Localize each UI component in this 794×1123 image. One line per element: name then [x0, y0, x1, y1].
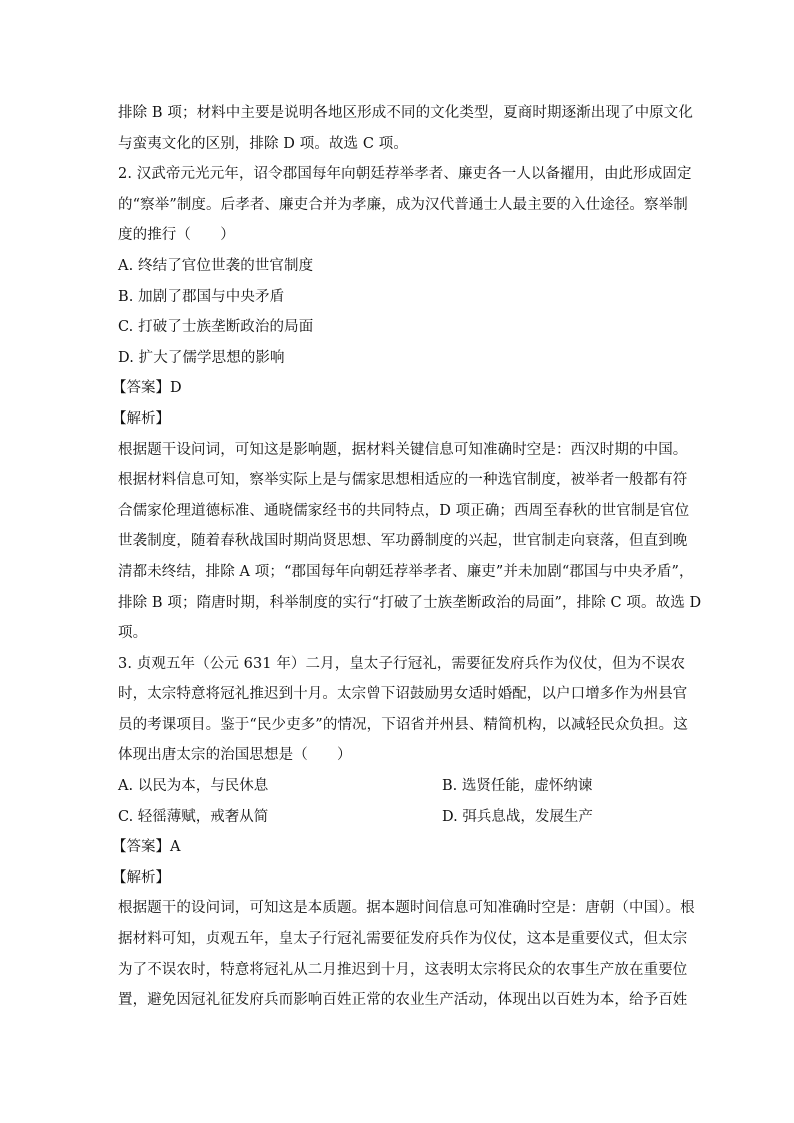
question-2-option-a: A. 终结了官位世袭的世官制度	[118, 257, 314, 274]
question-3-analysis-line: 根据题干的设问词，可知这是本质题。据本题时间信息可知准确时空是：唐朝（中国）。根	[118, 900, 695, 917]
question-3-stem-line: 体现出唐太宗的治国思想是（ ）	[118, 747, 352, 764]
question-3-stem-line: 时，太宗特意将冠礼推迟到十月。太宗曾下诏鼓励男女适时婚配，以户口增多作为州县官	[118, 686, 688, 703]
question-2-option-d: D. 扩大了儒学思想的影响	[118, 349, 285, 366]
question-2-analysis-line: 排除 B 项；隋唐时期，科举制度的实行“打破了士族垄断政治的局面”，排除 C 项。故选 D	[118, 594, 702, 611]
question-2-analysis-line: 世袭制度，随着春秋战国时期尚贤思想、军功爵制度的兴起，世官制走向衰落，但直到晚	[118, 533, 688, 550]
question-2-analysis-heading: 【解析】	[112, 410, 170, 427]
question-3-stem-line: 3. 贞观五年（公元 631 年）二月，皇太子行冠礼，需要征发府兵作为仪仗，但为不误农	[118, 655, 686, 672]
question-3-analysis-heading: 【解析】	[112, 869, 170, 886]
question-3-option-a: A. 以民为本，与民休息	[118, 778, 269, 795]
intro-line: 与蛮夷文化的区别，排除 D 项。故选 C 项。	[118, 135, 408, 152]
question-3-analysis-line: 置，避免因冠礼征发府兵而影响百姓正常的农业生产活动，体现出以百姓为本，给予百姓	[118, 992, 688, 1009]
intro-block	[118, 98, 693, 159]
question-2-stem-line: 度的推行（ ）	[118, 227, 235, 244]
question-2	[112, 159, 702, 649]
question-3-options-row	[118, 802, 683, 833]
question-3-stem-line: 员的考课项目。鉴于“民少吏多”的情况，下诏省并州县、精简机构，以减轻民众负担。这	[118, 716, 688, 733]
intro-line: 排除 B 项；材料中主要是说明各地区形成不同的文化类型，夏商时期逐渐出现了中原文化	[118, 105, 693, 121]
question-3	[112, 649, 695, 1016]
question-3-option-c: C. 轻徭薄赋，戒奢从简	[118, 808, 269, 825]
question-2-analysis-line: 根据题干设问词，可知这是影响题，据材料关键信息可知准确时空是：西汉时期的中国。	[118, 441, 688, 458]
question-2-analysis-line: 项。	[118, 625, 148, 642]
question-2-option-c: C. 打破了士族垄断政治的局面	[118, 319, 314, 336]
question-2-analysis-line: 清都未终结，排除 A 项；“郡国每年向朝廷荐举孝者、廉吏”并未加剧“郡国与中央矛盾”，	[118, 563, 694, 580]
question-3-option-b: B. 选贤任能，虚怀纳谏	[442, 778, 593, 795]
question-2-answer: 【答案】D	[112, 380, 182, 397]
question-2-stem-line: 2. 汉武帝元光元年，诏令郡国每年向朝廷荐举孝者、廉吏各一人以备擢用，由此形成固定	[118, 166, 692, 183]
question-2-analysis-line: 合儒家伦理道德标准、通晓儒家经书的共同特点，D 项正确；西周至春秋的世官制是官位	[118, 502, 690, 519]
question-3-options-row	[118, 771, 683, 802]
question-3-analysis-line: 据材料可知，贞观五年，皇太子行冠礼需要征发府兵作为仪仗，这本是重要仪式，但太宗	[118, 931, 688, 948]
question-3-answer: 【答案】A	[112, 839, 181, 856]
document-page	[112, 98, 702, 1016]
question-3-analysis-line: 为了不误农时，特意将冠礼从二月推迟到十月，这表明太宗将民众的农事生产放在重要位	[118, 961, 688, 978]
question-2-stem-line: 的“察举”制度。后孝者、廉吏合并为孝廉，成为汉代普通士人最主要的入仕途径。察举制	[118, 196, 688, 213]
question-3-option-d: D. 弭兵息战，发展生产	[442, 808, 593, 825]
question-2-analysis-line: 根据材料信息可知，察举实际上是与儒家思想相适应的一种选官制度，被举者一般都有符	[118, 472, 688, 489]
question-2-option-b: B. 加剧了郡国与中央矛盾	[118, 288, 285, 305]
